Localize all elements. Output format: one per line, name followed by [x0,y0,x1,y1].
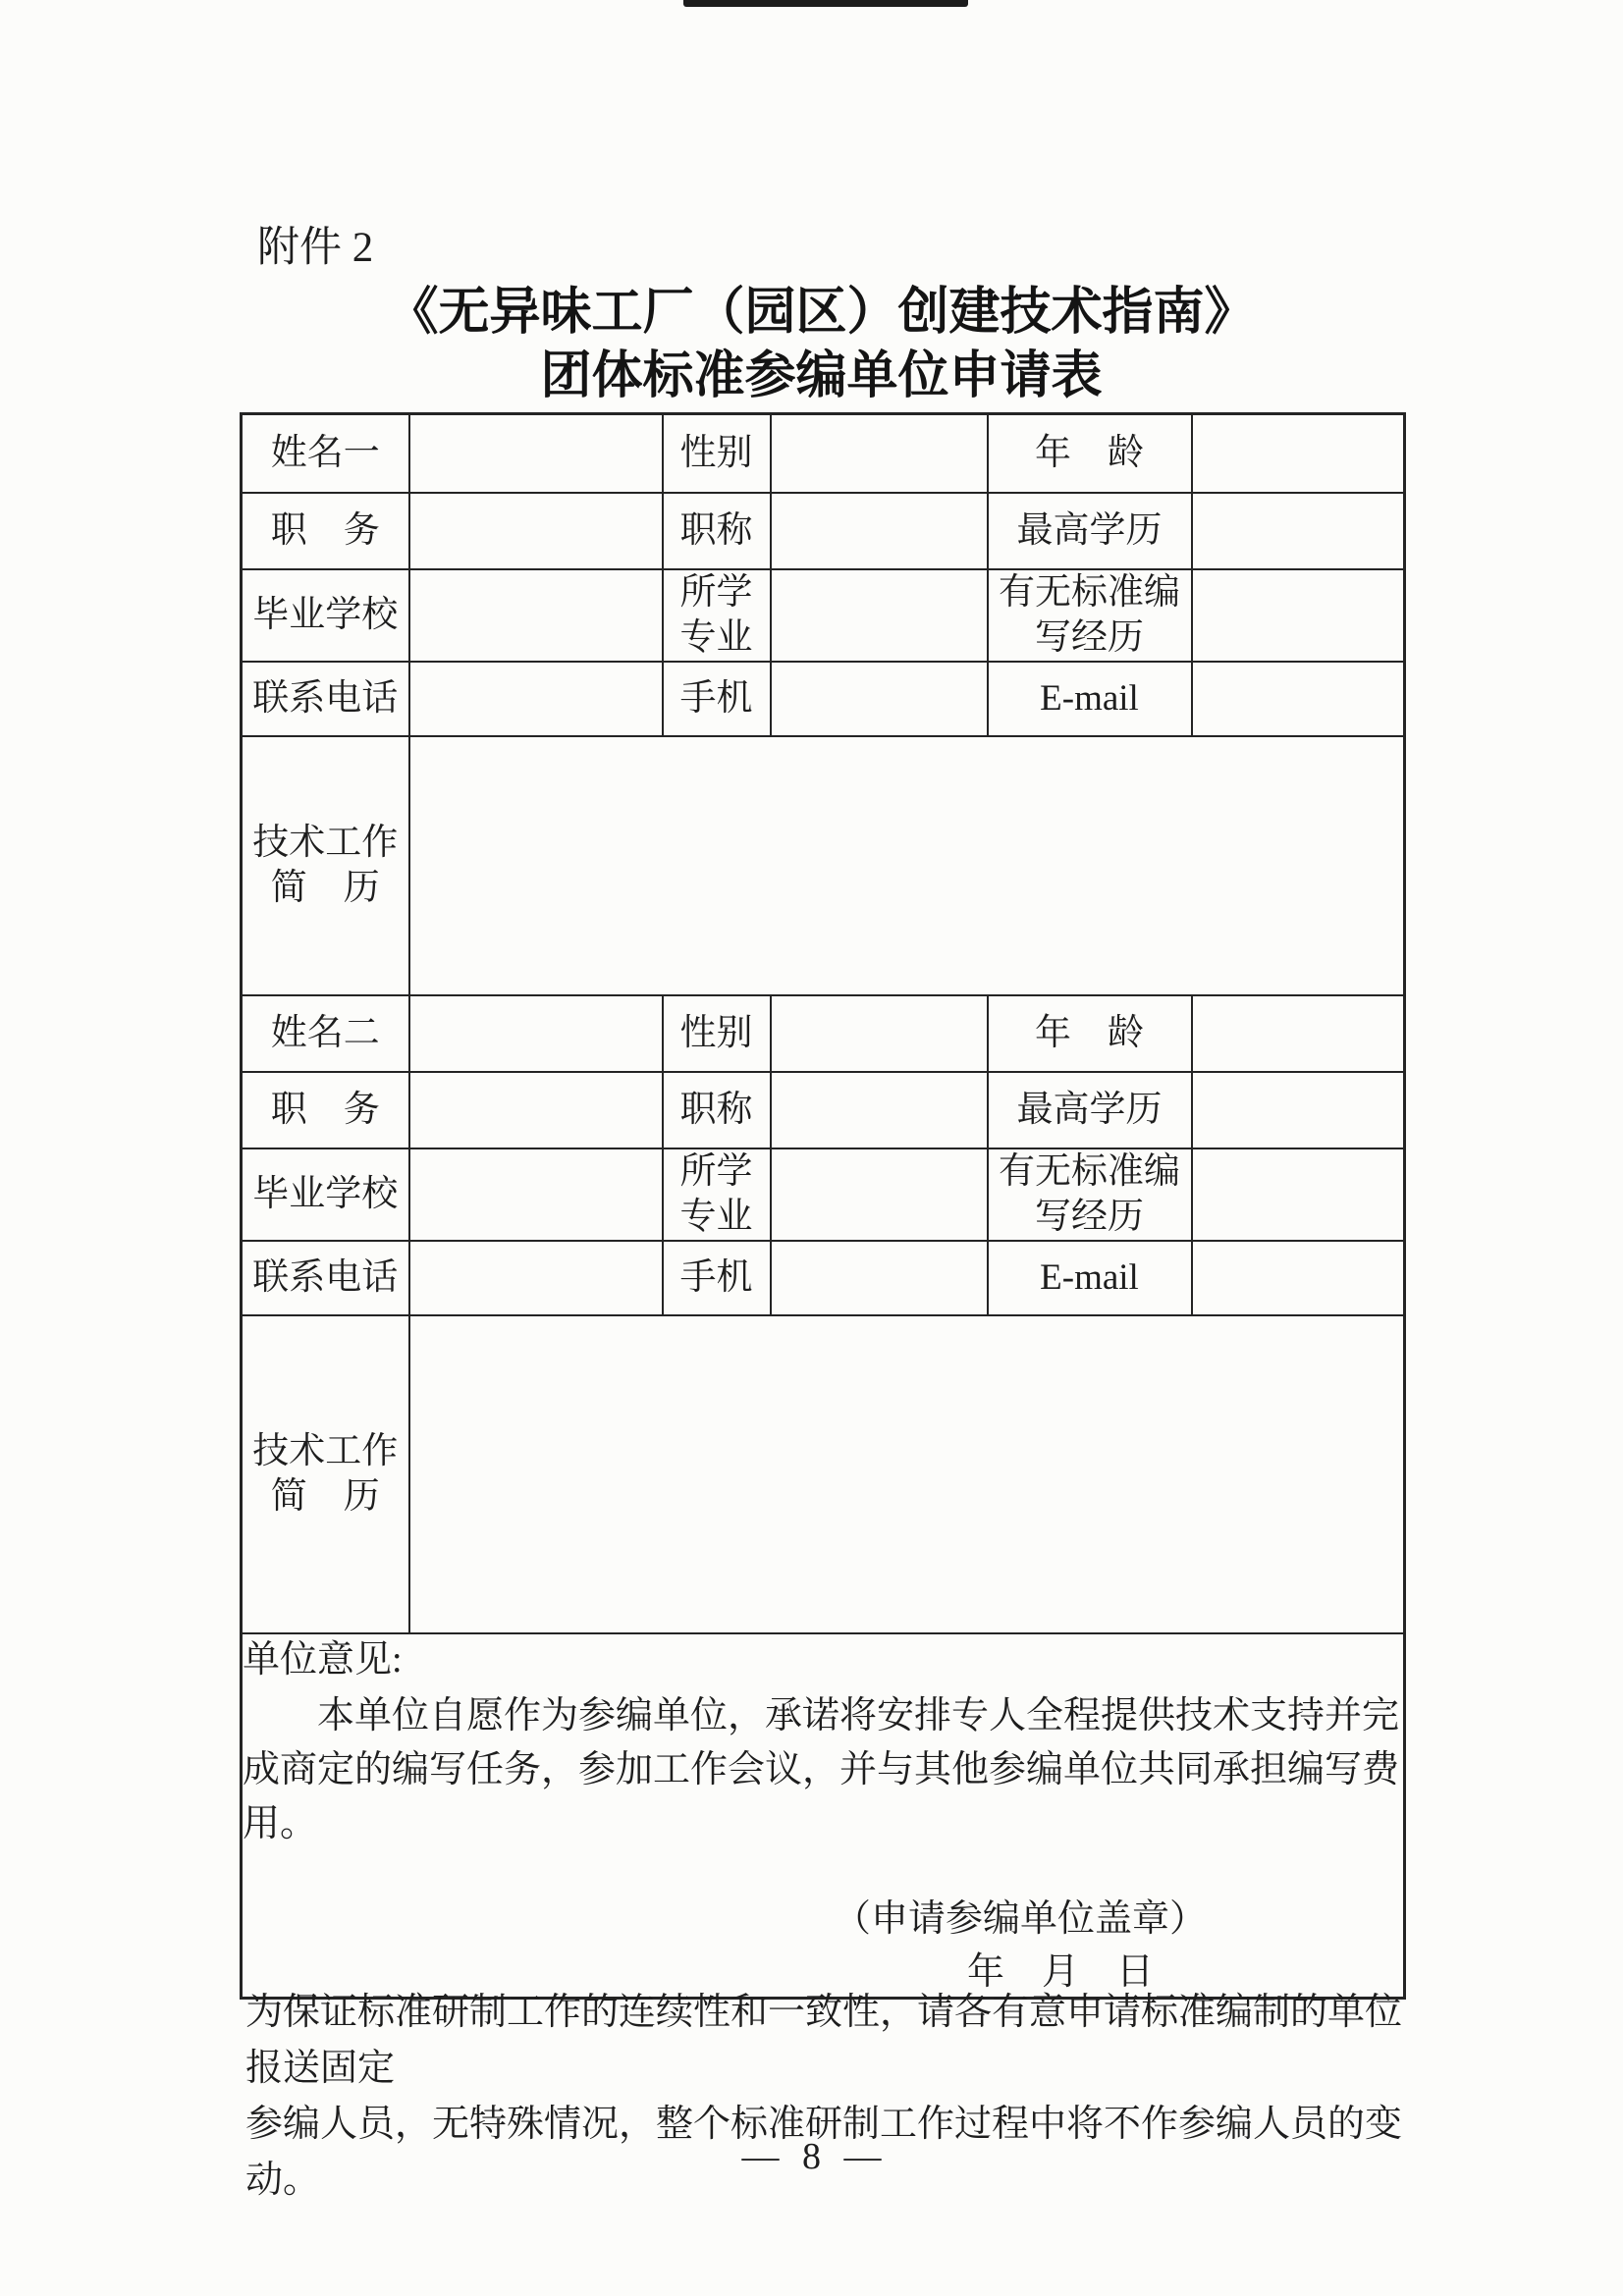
age1-label-cell: 年 龄 [988,414,1192,493]
resume1-label-line2: 简 历 [270,867,380,908]
title1-label-cell: 职称 [663,493,771,569]
phone1-label-cell: 联系电话 [242,662,409,736]
document-title [240,281,1403,408]
age1-value-cell [1192,414,1405,493]
mobile1-value-cell [771,662,988,736]
school1-value-cell [409,569,663,662]
resume2-label-line1: 技术工作 [252,1430,399,1471]
resume2-value-cell [409,1315,1405,1633]
major2-label-line1: 所学 [679,1150,753,1192]
application-form-table [240,412,1406,2000]
major2-value-cell [771,1148,988,1241]
table-row [242,736,1405,995]
mobile2-value-cell [771,1241,988,1315]
page-number: — 8 — [741,2136,882,2177]
title1-value-cell [771,493,988,569]
phone1-value-cell [409,662,663,736]
position1-value-cell [409,493,663,569]
school1-label-cell: 毕业学校 [242,569,409,662]
std-exp2-label-line1: 有无标准编 [999,1150,1180,1192]
table-row [242,493,1405,569]
scan-artifact [683,0,968,7]
position1-label-cell: 职 务 [242,493,409,569]
phone2-label-cell: 联系电话 [242,1241,409,1315]
name1-value-cell [409,414,663,493]
resume1-value-cell [409,736,1405,995]
std-exp1-label-line1: 有无标准编 [999,571,1180,613]
unit-opinion-label: 单位意见: [243,1638,403,1681]
major1-label-line1: 所学 [679,571,753,613]
std-exp1-label-line2: 写经历 [1035,616,1144,658]
table-row [242,414,1405,493]
position2-label-cell: 职 务 [242,1072,409,1148]
name1-label-cell: 姓名一 [242,414,409,493]
education2-label-cell: 最高学历 [988,1072,1192,1148]
std-exp2-label-line2: 写经历 [1035,1196,1144,1237]
gender1-label-cell: 性别 [663,414,771,493]
name2-label-cell: 姓名二 [242,995,409,1072]
footer-note-line2: 参编人员，无特殊情况，整个标准研制工作过程中将不作参编人员的变动。 [245,2104,1403,2201]
email1-label-cell: E-mail [988,662,1192,736]
age2-label-cell: 年 龄 [988,995,1192,1072]
email2-label-cell: E-mail [988,1241,1192,1315]
table-row [242,1072,1405,1148]
date-line: 年 月 日 [966,1950,1154,1993]
resume1-label-cell [242,736,409,995]
email2-value-cell [1192,1241,1405,1315]
gender2-label-cell: 性别 [663,995,771,1072]
gender1-value-cell [771,414,988,493]
mobile2-label-cell: 手机 [663,1241,771,1315]
table-row [242,995,1405,1072]
gender2-value-cell [771,995,988,1072]
table-row [242,569,1405,662]
stamp-note: （申请参编单位盖章） [833,1897,1207,1940]
document-title-line1: 《无异味工厂（园区）创建技术指南》 [387,285,1256,341]
resume1-label-line1: 技术工作 [252,822,399,863]
name2-value-cell [409,995,663,1072]
std-exp1-label-cell [988,569,1192,662]
std-exp2-value-cell [1192,1148,1405,1241]
email1-value-cell [1192,662,1405,736]
attachment-label: 附件 2 [257,225,374,271]
unit-opinion-statement: 本单位自愿作为参编单位，承诺将安排专人全程提供技术支持并完成商定的编写任务，参加工作会议，并与其他参编单位共同承担编写费用。 [243,1694,1400,1844]
major1-label-cell [663,569,771,662]
table-row [242,1633,1405,1999]
school2-value-cell [409,1148,663,1241]
major2-label-cell [663,1148,771,1241]
major2-label-line2: 专业 [679,1196,753,1237]
mobile1-label-cell: 手机 [663,662,771,736]
document-title-line2: 团体标准参编单位申请表 [540,348,1103,404]
school2-label-cell: 毕业学校 [242,1148,409,1241]
title2-value-cell [771,1072,988,1148]
age2-value-cell [1192,995,1405,1072]
position2-value-cell [409,1072,663,1148]
footer-note-line1: 为保证标准研制工作的连续性和一致性，请各有意申请标准编制的单位报送固定 [245,1992,1403,2089]
table-row [242,1241,1405,1315]
title2-label-cell: 职称 [663,1072,771,1148]
education1-value-cell [1192,493,1405,569]
major1-value-cell [771,569,988,662]
std-exp2-label-cell [988,1148,1192,1241]
unit-opinion-cell [242,1633,1405,1999]
resume2-label-line2: 简 历 [270,1475,380,1517]
education1-label-cell: 最高学历 [988,493,1192,569]
major1-label-line2: 专业 [679,616,753,658]
table-row [242,1315,1405,1633]
phone2-value-cell [409,1241,663,1315]
table-row [242,1148,1405,1241]
education2-value-cell [1192,1072,1405,1148]
resume2-label-cell [242,1315,409,1633]
std-exp1-value-cell [1192,569,1405,662]
table-row [242,662,1405,736]
